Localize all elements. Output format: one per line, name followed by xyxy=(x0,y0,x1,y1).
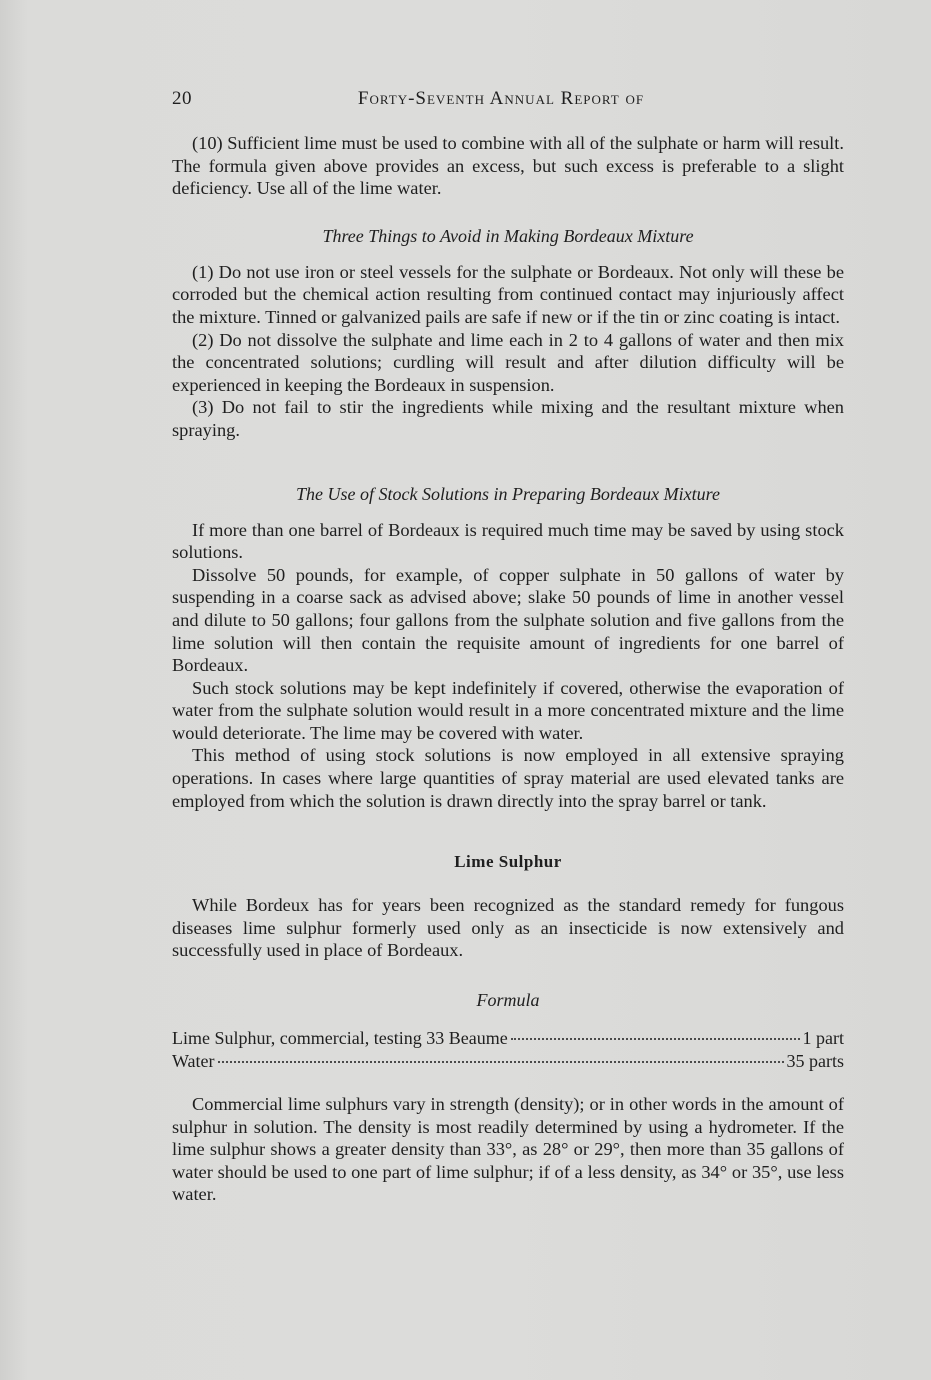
section-heading-lime-sulphur: Lime Sulphur xyxy=(454,852,562,872)
running-header xyxy=(172,88,844,110)
intro-paragraph: (10) Sufficient lime must be used to combine with all of the sulphate or harm will result. The formula given above provides an excess, but such excess is preferable to a slight deficiency. Use all of the lime water. xyxy=(172,133,844,199)
formula-ingredient: Lime Sulphur, commercial, testing 33 Beaume xyxy=(172,1028,508,1049)
section-heading-avoid: Three Things to Avoid in Making Bordeaux Mixture xyxy=(322,225,694,246)
dot-leader xyxy=(218,1061,784,1063)
formula-table xyxy=(172,1027,844,1073)
dot-leader xyxy=(511,1038,800,1040)
formula-ingredient: Water xyxy=(172,1051,215,1072)
avoid-item-1: (1) Do not use iron or steel vessels for the sulphate or Bordeaux. Not only will these be corroded but the chemical action resulting from continued contact may injuriously affect the mixture. Tinned or galvanized pails are safe if new or if the tin or zinc coating is intact. xyxy=(172,261,844,327)
formula-amount: 1 part xyxy=(802,1028,844,1049)
stock-paragraph-1: If more than one barrel of Bordeaux is required much time may be saved by using stock solutions. xyxy=(172,519,844,563)
formula-row xyxy=(172,1050,844,1073)
stock-paragraph-3: Such stock solutions may be kept indefinitely if covered, otherwise the evaporation of water from the sulphate solution would result in a more concentrated mixture and the lime would deteriorate. The lime may be covered with water. xyxy=(172,677,844,743)
stock-paragraph-4: This method of using stock solutions is now employed in all extensive spraying operations. In cases where large quantities of spray material are used elevated tanks are employed from which the solution is drawn directly into the spray barrel or tank. xyxy=(172,745,844,811)
stock-paragraph-2: Dissolve 50 pounds, for example, of copper sulphate in 50 gallons of water by suspending in a coarse sack as advised above; slake 50 pounds of lime in another vessel and dilute to 50 gallons; four gallons from the sulphate solution and five gallons from the lime solution will then contain the requisite amount of ingredients for one barrel of Bordeaux. xyxy=(172,564,844,676)
formula-row xyxy=(172,1027,844,1050)
running-title: Forty-Seventh Annual Report of xyxy=(357,88,645,109)
formula-heading: Formula xyxy=(476,990,540,1011)
avoid-item-2: (2) Do not dissolve the sulphate and lime each in 2 to 4 gallons of water and then mix the concentrated solutions; curdling will result and after dilution difficulty will be experienced in keeping the Bordeaux in suspension. xyxy=(172,329,844,395)
formula-amount: 35 parts xyxy=(786,1051,844,1072)
lime-sulphur-paragraph: While Bordeux has for years been recognized as the standard remedy for fungous diseases lime sulphur formerly used only as an insecticide is now extensively and successfully used in place of Bordeaux. xyxy=(172,895,844,961)
page-number: 20 xyxy=(172,88,192,109)
avoid-item-3: (3) Do not fail to stir the ingredients while mixing and the resultant mixture when spraying. xyxy=(172,397,844,440)
closing-paragraph: Commercial lime sulphurs vary in strength (density); or in other words in the amount of sulphur in solution. The density is most readily determined by using a hydrometer. If the lime sulphur shows a greater density than 33°, as 28° or 29°, then more than 35 gallons of water should be used to one part of lime sulphur; if of a less density, as 34° or 35°, use less water. xyxy=(172,1094,844,1205)
section-heading-stock: The Use of Stock Solutions in Preparing Bordeaux Mixture xyxy=(296,483,720,504)
page-content xyxy=(172,88,844,1206)
